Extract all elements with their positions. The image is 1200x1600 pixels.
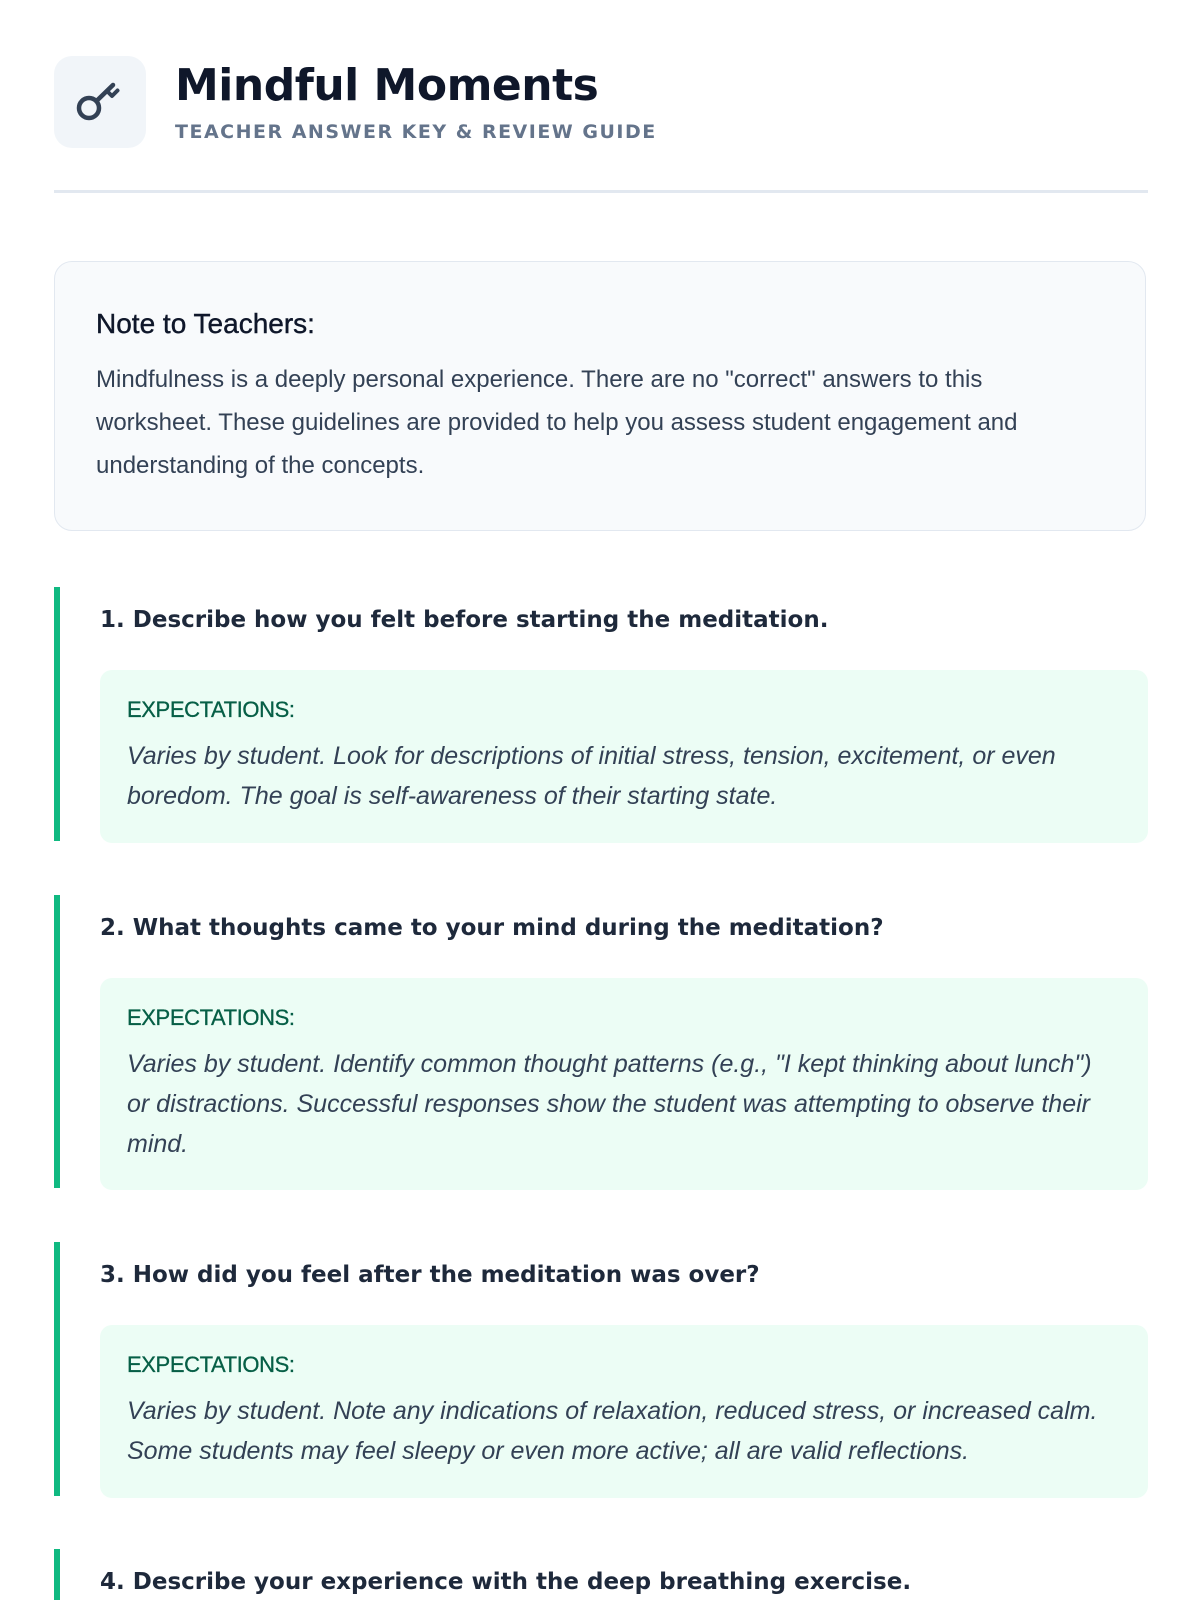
logo: [54, 56, 146, 148]
note-body: Mindfulness is a deeply personal experience. There are no "correct" answers to this worksheet. These guidelines are provided to help you assess student engagement and understanding of the concepts.: [96, 366, 1018, 479]
question-item: [54, 1549, 1148, 1600]
page-subtitle: TEACHER ANSWER KEY & REVIEW GUIDE: [175, 121, 657, 143]
question-text: 1. Describe how you felt before starting the meditation.: [100, 607, 829, 633]
question-text: 3. How did you feel after the meditation was over?: [100, 1262, 760, 1288]
expectations-label: EXPECTATIONS:: [127, 697, 295, 722]
expectations-text: Varies by student. Look for descriptions of initial stress, tension, excitement, or even boredom. The goal is self-awareness of their starting state.: [127, 742, 1056, 810]
expectations-box: [100, 1325, 1148, 1498]
page-title: Mindful Moments: [175, 60, 599, 111]
page-header: [54, 56, 1148, 150]
key-icon: [72, 74, 128, 130]
question-item: [54, 587, 1148, 841]
note-title: Note to Teachers:: [96, 308, 315, 339]
question-item: [54, 1242, 1148, 1496]
expectations-box: [100, 978, 1148, 1190]
header-divider: [54, 190, 1148, 193]
expectations-text: Varies by student. Identify common thought patterns (e.g., "I kept thinking about lunch") or distractions. Successful responses show the student was attempting to observe their mind.: [127, 1050, 1092, 1158]
question-text: 4. Describe your experience with the deep breathing exercise.: [100, 1569, 912, 1595]
expectations-text: Varies by student. Note any indications of relaxation, reduced stress, or increased calm. Some students may feel sleepy or even more active; all are valid reflections.: [127, 1397, 1098, 1465]
expectations-label: EXPECTATIONS:: [127, 1005, 295, 1030]
expectations-box: [100, 670, 1148, 843]
question-item: [54, 895, 1148, 1188]
teacher-note-card: [54, 261, 1146, 531]
expectations-label: EXPECTATIONS:: [127, 1352, 295, 1377]
question-text: 2. What thoughts came to your mind during the meditation?: [100, 915, 884, 941]
